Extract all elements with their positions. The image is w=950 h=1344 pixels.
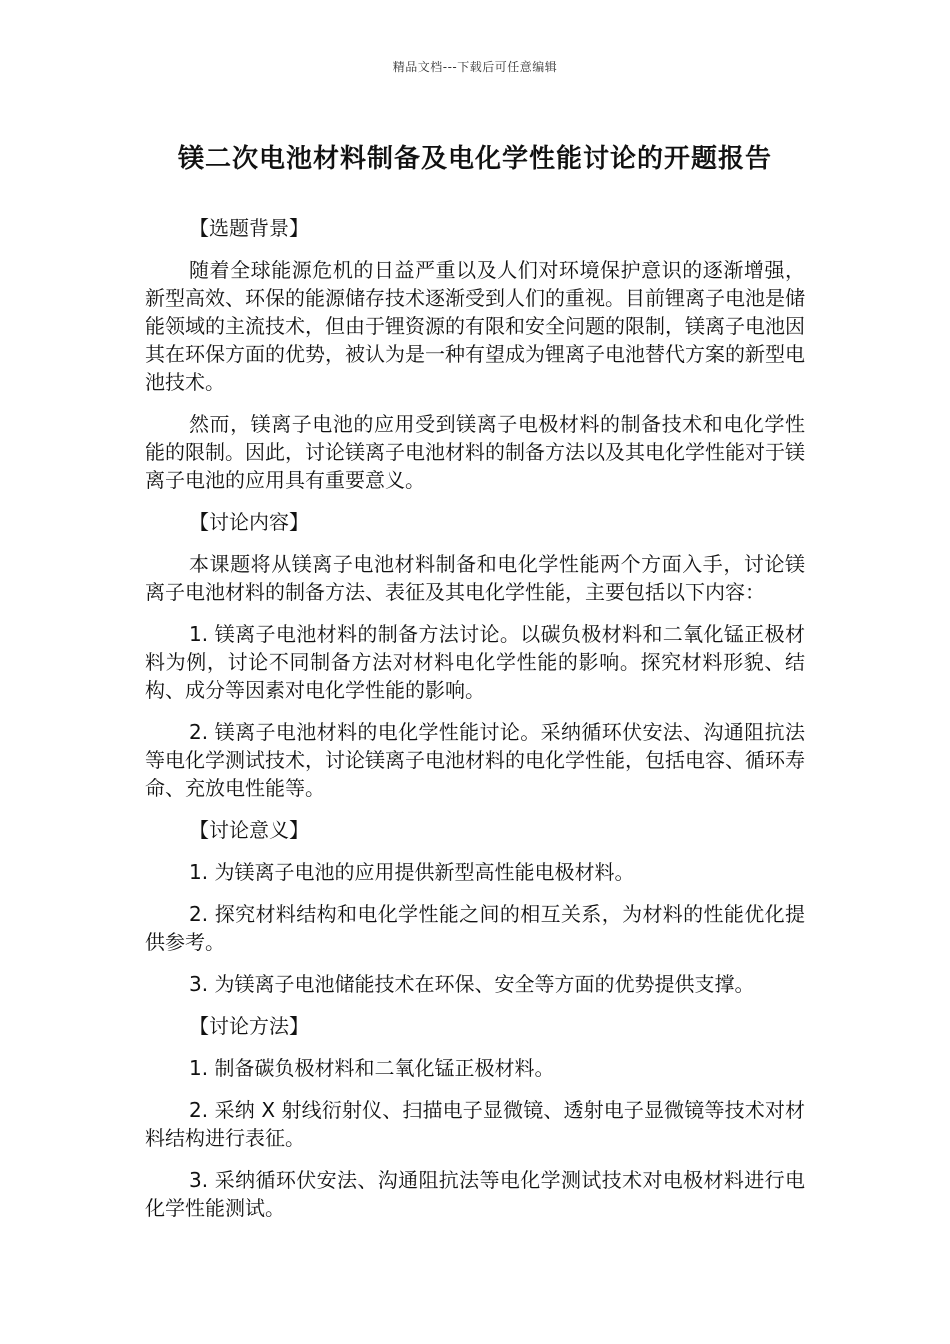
document-title: 镁二次电池材料制备及电化学性能讨论的开题报告 xyxy=(177,144,772,174)
paragraph-content-item-2: 2. 镁离子电池材料的电化学性能讨论。采纳循环伏安法、沟通阻抗法等电化学测试技术，讨论镁离子电池材料的电化学性能，包括电容、循环寿命、充放电性能等。 xyxy=(145,720,805,800)
paragraph-content-intro: 本课题将从镁离子电池材料制备和电化学性能两个方面入手，讨论镁离子电池材料的制备方法、表征及其电化学性能，主要包括以下内容： xyxy=(145,552,805,604)
paragraph-method-item-3: 3. 采纳循环伏安法、沟通阻抗法等电化学测试技术对电极材料进行电化学性能测试。 xyxy=(145,1168,805,1220)
paragraph-significance-item-2: 2. 探究材料结构和电化学性能之间的相互关系，为材料的性能优化提供参考。 xyxy=(145,902,805,954)
section-heading-content: 【讨论内容】 xyxy=(189,510,309,534)
section-heading-method: 【讨论方法】 xyxy=(189,1014,309,1038)
paragraph-significance-item-3: 3. 为镁离子电池储能技术在环保、安全等方面的优势提供支撑。 xyxy=(189,972,755,996)
paragraph-method-item-2: 2. 采纳 X 射线衍射仪、扫描电子显微镜、透射电子显微镜等技术对材料结构进行表征。 xyxy=(145,1098,805,1150)
paragraph-background-2: 然而，镁离子电池的应用受到镁离子电极材料的制备技术和电化学性能的限制。因此，讨论镁离子电池材料的制备方法以及其电化学性能对于镁离子电池的应用具有重要意义。 xyxy=(145,412,805,492)
document-body xyxy=(145,214,805,1236)
page-header: 精品文档---下载后可任意编辑 xyxy=(392,60,558,74)
paragraph-content-item-1: 1. 镁离子电池材料的制备方法讨论。以碳负极材料和二氧化锰正极材料为例，讨论不同制备方法对材料电化学性能的影响。探究材料形貌、结构、成分等因素对电化学性能的影响。 xyxy=(145,622,805,702)
section-heading-background: 【选题背景】 xyxy=(189,216,309,240)
paragraph-method-item-1: 1. 制备碳负极材料和二氧化锰正极材料。 xyxy=(189,1056,555,1080)
paragraph-background-1: 随着全球能源危机的日益严重以及人们对环境保护意识的逐渐增强，新型高效、环保的能源储存技术逐渐受到人们的重视。目前锂离子电池是储能领域的主流技术，但由于锂资源的有限和安全问题的限制，镁离子电池因其在环保方面的优势，被认为是一种有望成为锂离子电池替代方案的新型电池技术。 xyxy=(145,258,805,394)
paragraph-significance-item-1: 1. 为镁离子电池的应用提供新型高性能电极材料。 xyxy=(189,860,635,884)
section-heading-significance: 【讨论意义】 xyxy=(189,818,309,842)
